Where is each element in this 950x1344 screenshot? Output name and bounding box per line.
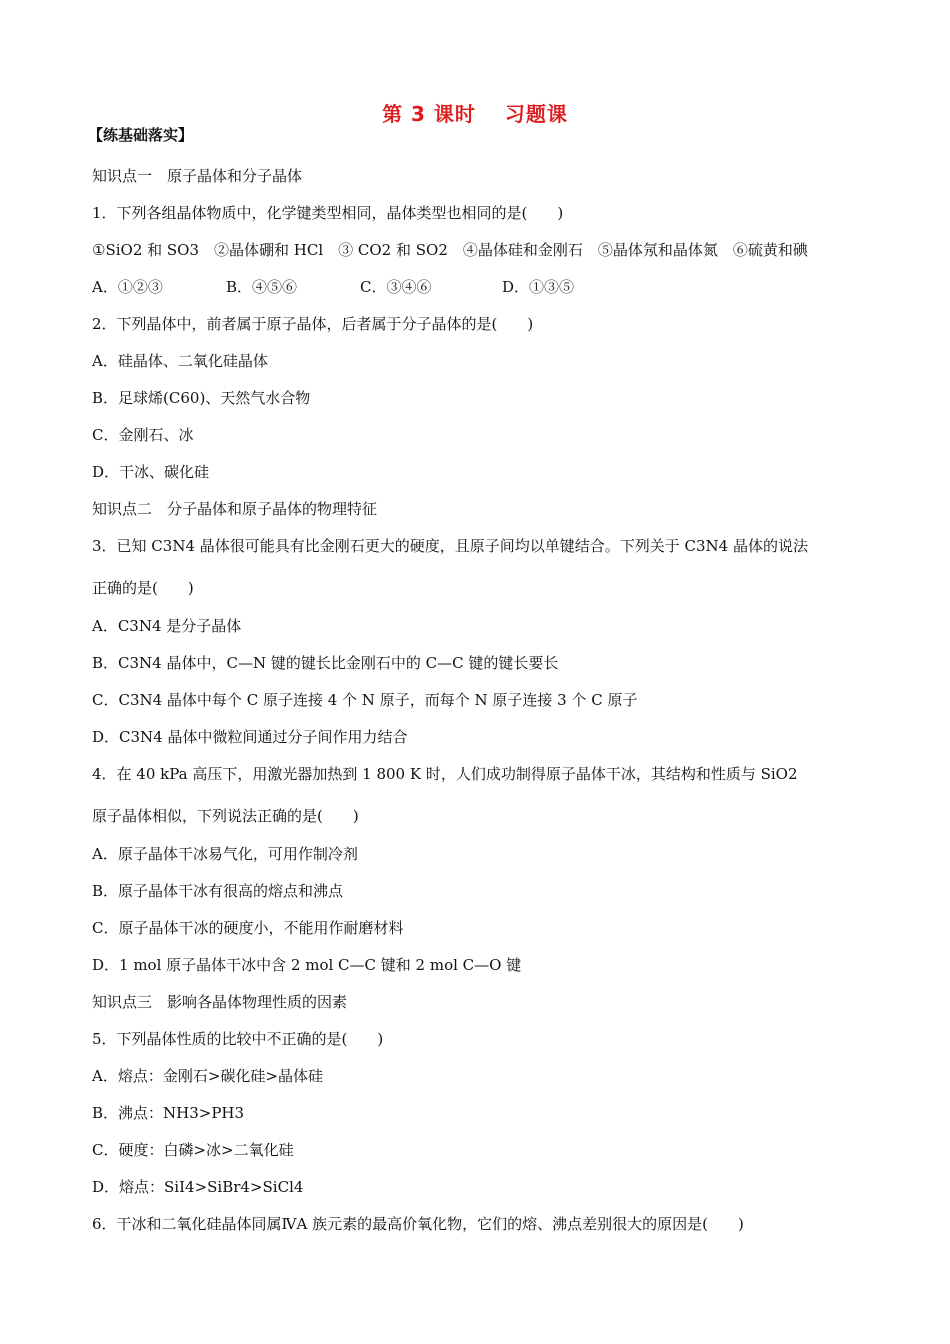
section-tag: 【练基础落实】 — [88, 126, 194, 144]
question-2-option-b: B．足球烯(C60)、天然气水合物 — [92, 389, 311, 407]
question-1-stem: 1．下列各组晶体物质中，化学键类型相同，晶体类型也相同的是( ) — [92, 204, 564, 222]
question-5-option-a: A．熔点：金刚石>碳化硅>晶体硅 — [92, 1067, 323, 1085]
question-4-option-c: C．原子晶体干冰的硬度小，不能用作耐磨材料 — [92, 919, 404, 937]
question-4-stem-line1: 4．在 40 kPa 高压下，用激光器加热到 1 800 K 时，人们成功制得原子晶体干冰，其结构和性质与 SiO2 — [92, 765, 798, 783]
question-1-options — [92, 277, 574, 297]
knowledge-point-2: 知识点二 分子晶体和原子晶体的物理特征 — [92, 500, 378, 518]
question-3-stem-line2: 正确的是( ) — [92, 579, 194, 597]
option-b: B．④⑤⑥ — [226, 278, 298, 296]
knowledge-point-3: 知识点三 影响各晶体物理性质的因素 — [92, 993, 348, 1011]
question-5-option-c: C．硬度：白磷>冰>二氧化硅 — [92, 1141, 294, 1159]
question-2-option-a: A．硅晶体、二氧化硅晶体 — [92, 352, 268, 370]
question-3-option-a: A．C3N4 是分子晶体 — [92, 617, 242, 635]
question-6-stem: 6．干冰和二氧化硅晶体同属ⅣA 族元素的最高价氧化物，它们的熔、沸点差别很大的原因是( ) — [92, 1215, 744, 1233]
option-a: A．①②③ — [92, 278, 163, 296]
question-1-items: ①SiO2 和 SO3 ②晶体硼和 HCl ③ CO2 和 SO2 ④晶体硅和金刚石 ⑤晶体氖和晶体氮 ⑥硫黄和碘 — [92, 241, 808, 259]
question-2-option-d: D．干冰、碳化硅 — [92, 463, 210, 481]
question-4-option-d: D．1 mol 原子晶体干冰中含 2 mol C—C 键和 2 mol C—O 键 — [92, 956, 522, 974]
knowledge-point-1: 知识点一 原子晶体和分子晶体 — [92, 167, 303, 185]
question-3-stem-line1: 3．已知 C3N4 晶体很可能具有比金刚石更大的硬度，且原子间均以单键结合。下列关于 C3N4 晶体的说法 — [92, 537, 808, 555]
question-5-option-d: D．熔点：SiI4>SiBr4>SiCl4 — [92, 1178, 304, 1196]
question-2-option-c: C．金刚石、冰 — [92, 426, 194, 444]
question-5-stem: 5．下列晶体性质的比较中不正确的是( ) — [92, 1030, 384, 1048]
question-2-stem: 2．下列晶体中，前者属于原子晶体，后者属于分子晶体的是( ) — [92, 315, 534, 333]
page-title: 第 3 课时 习题课 — [382, 102, 568, 126]
option-c: C．③④⑥ — [360, 278, 432, 296]
question-3-option-d: D．C3N4 晶体中微粒间通过分子间作用力结合 — [92, 728, 408, 746]
question-4-option-b: B．原子晶体干冰有很高的熔点和沸点 — [92, 882, 344, 900]
question-4-stem-line2: 原子晶体相似，下列说法正确的是( ) — [92, 807, 359, 825]
question-3-option-b: B．C3N4 晶体中，C—N 键的键长比金刚石中的 C—C 键的键长要长 — [92, 654, 559, 672]
question-4-option-a: A．原子晶体干冰易气化，可用作制冷剂 — [92, 845, 358, 863]
question-5-option-b: B．沸点：NH3>PH3 — [92, 1104, 245, 1122]
option-d: D．①③⑤ — [502, 278, 575, 296]
question-3-option-c: C．C3N4 晶体中每个 C 原子连接 4 个 N 原子，而每个 N 原子连接 3 个 C 原子 — [92, 691, 638, 709]
